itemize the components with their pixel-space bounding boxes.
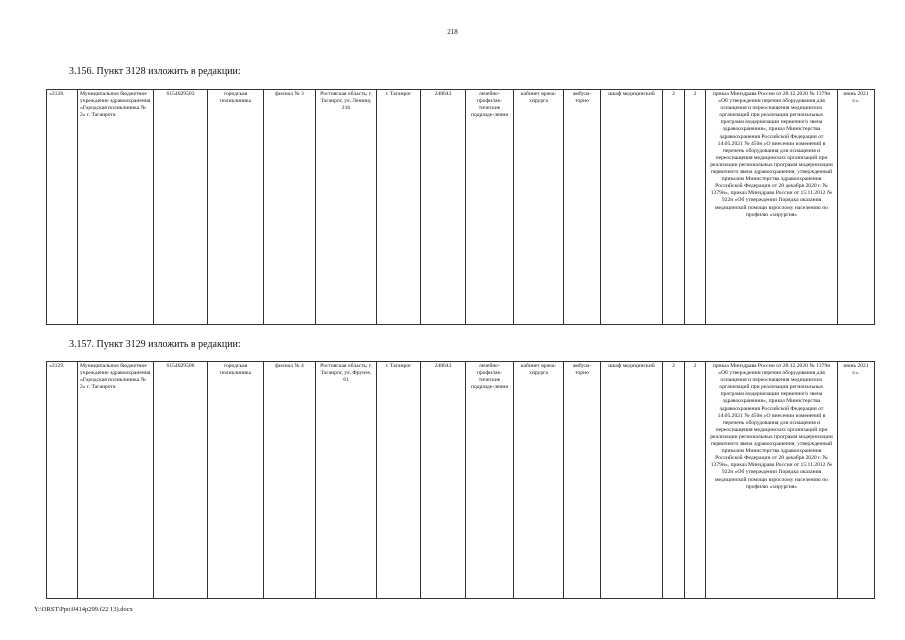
cell-quantity-required: 2 <box>663 362 685 599</box>
register-table-3129 <box>46 361 875 599</box>
cell-date: июнь 2021 г.». <box>838 362 875 599</box>
table-row <box>47 362 875 599</box>
cell-branch: филиал № 3 <box>264 90 316 325</box>
cell-city: г. Таганрог <box>377 362 421 599</box>
cell-organization: Муниципальное бюджетное учреждение здравоохранения «Городская поликлиника № 2» г. Таганрога <box>78 90 154 325</box>
page-number: 218 <box>447 28 458 36</box>
cell-code: 248643 <box>421 90 466 325</box>
cell-quantity-planned: 2 <box>685 362 706 599</box>
cell-inn: 6154029503 <box>154 90 208 325</box>
register-table-3128 <box>46 89 875 325</box>
cell-address: Ростовская область, г. Таганрог, ул. Ленина, 216 <box>316 90 377 325</box>
cell-equipment: шкаф медицинский <box>601 362 663 599</box>
section-heading-3157: 3.157. Пункт 3129 изложить в редакции: <box>69 339 241 350</box>
cell-care-unit: лечебно-профилак-тические подразде-ления <box>466 90 514 325</box>
section-heading-3156: 3.156. Пункт 3128 изложить в редакции: <box>69 66 241 77</box>
cell-organization: Муниципальное бюджетное учреждение здравоохранения «Городская поликлиника № 2» г. Таганрога <box>78 362 154 599</box>
cell-city: г. Таганрог <box>377 90 421 325</box>
cell-department: кабинет врача-хирурга <box>514 90 564 325</box>
cell-number: «3129. <box>47 362 78 599</box>
cell-condition: амбула-торно <box>564 90 601 325</box>
cell-legal-basis: приказ Минздрава России от 28.12.2020 № 1379н «Об утверждении перечня оборудования для оснащения и переоснащения медицинских организаций при реализации региональных программ модернизации первичного звена здравоохранения», приказ Министерства здравоохранения Российской Федерации от 14.05.2021 № 450н «О внесении изменений в перечень оборудования для оснащения и переоснащения медицинских организаций при реализации региональных программ модернизации первичного звена здравоохранения, утвержденный приказом Министерства здравоохранения Российской Федерации от 28 декабря 2020 г. № 1379н», приказ Минздрава России от 15.11.2012 № 922н «Об утверждении Порядка оказания медицинской помощи взрослому населению по профилю «хирургия» <box>706 362 838 599</box>
cell-quantity-planned: 2 <box>685 90 706 325</box>
cell-facility-type: городская поликлиника <box>208 362 264 599</box>
cell-quantity-required: 2 <box>663 90 685 325</box>
cell-care-unit: лечебно-профилак-тические подразде-ления <box>466 362 514 599</box>
cell-address: Ростовская область, г. Таганрог, ул. Фрунзе, 61 <box>316 362 377 599</box>
table-row <box>47 90 875 325</box>
cell-equipment: шкаф медицинский <box>601 90 663 325</box>
cell-date: июнь 2021 г.». <box>838 90 875 325</box>
cell-branch: филиал № 4 <box>264 362 316 599</box>
cell-condition: амбула-торно <box>564 362 601 599</box>
cell-facility-type: городская поликлиника <box>208 90 264 325</box>
cell-number: «3128. <box>47 90 78 325</box>
cell-department: кабинет врача-хирурга <box>514 362 564 599</box>
file-path-footer: Y:\ORST\Ppo\0414p299.f22 13).docx <box>34 606 133 613</box>
cell-legal-basis: приказ Минздрава России от 28.12.2020 № 1379н «Об утверждении перечня оборудования для оснащения и переоснащения медицинских организаций при реализации региональных программ модернизации первичного звена здравоохранения», приказ Министерства здравоохранения Российской Федерации от 14.05.2021 № 450н «О внесении изменений в перечень оборудования для оснащения и переоснащения медицинских организаций при реализации региональных программ модернизации первичного звена здравоохранения, утвержденный приказом Министерства здравоохранения Российской Федерации от 28 декабря 2020 г. № 1379н», приказ Минздрава России от 15.11.2012 № 922н «Об утверждении Порядка оказания медицинской помощи взрослому населению по профилю «хирургия» <box>706 90 838 325</box>
cell-inn: 6154029506 <box>154 362 208 599</box>
cell-code: 248643 <box>421 362 466 599</box>
